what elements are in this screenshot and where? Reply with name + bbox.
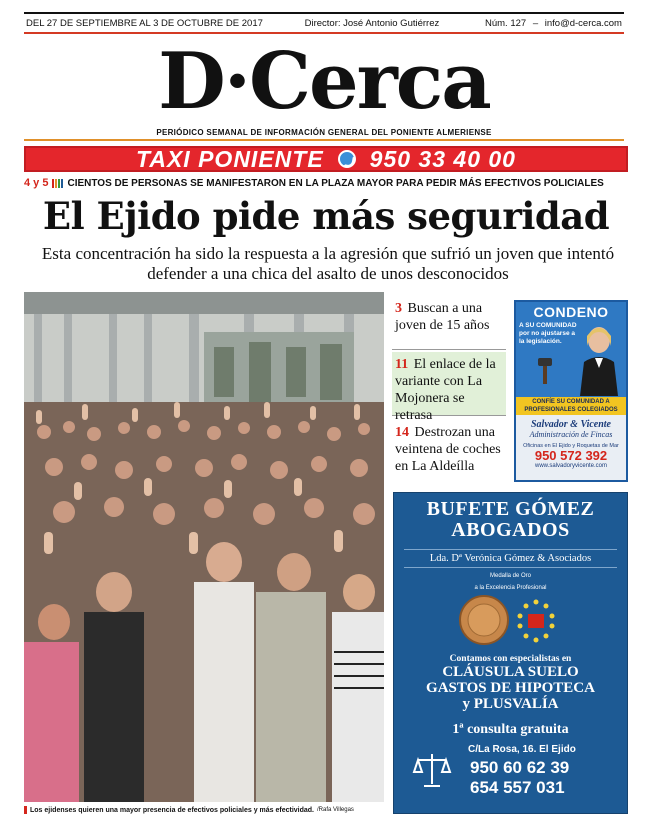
bufete-phone-1[interactable]: 950 60 62 39 [470,758,570,777]
teaser-text: Buscan a una joven de 15 años [395,301,490,333]
bufete-address: C/La Rosa, 16. El Ejido [468,744,576,755]
bufete-specialists: Contamos con especialistas en [449,654,572,664]
bufete-name-line2: ABOGADOS [451,519,570,541]
teaser-page: 14 [395,425,409,440]
teaser-page: 11 [395,357,409,372]
lead-subhead: Esta concentración ha sido la respuesta a la agresión que sufrió un joven que intentó defender a una chica del asalto de unos desconocidos [41,244,615,283]
section-bars-icon [52,179,63,188]
newspaper-logo[interactable]: D·Cerca [158,36,490,127]
condeno-title: CONDENO [533,304,609,320]
taxi-name: TAXI PONIENTE [136,145,324,172]
condeno-firm: Salvador & Vicente [531,419,611,430]
issue-dates: DEL 27 DE SEPTIEMBRE AL 3 DE OCTUBRE DE 2017 [26,17,263,29]
lead-headline[interactable]: El Ejido pide más seguridad [42,194,610,238]
free-consultation: 1ª consulta gratuita [452,722,569,737]
caption-marker [24,806,27,814]
service-clausula-suelo: CLÁUSULA SUELO [442,664,579,680]
condeno-ad-header [516,302,626,397]
contact-email[interactable]: info@d-cerca.com [544,17,622,29]
caption-text: Los ejidenses quieren una mayor presencia de efectivos policiales y más efectividad. [30,806,315,814]
taxi-phone: 950 33 40 00 [369,145,516,172]
teaser-text: El enlace de la variante con La Mojonera se retrasa [395,357,496,423]
teaser-item[interactable] [392,420,506,486]
service-plusvalia: y PLUSVALÍA [462,696,559,712]
condeno-yellow-band: CONFÍE SU COMUNIDAD A PROFESIONALES COLEGIADOS [516,397,626,415]
lead-photo[interactable] [24,292,384,802]
masthead-tagline: PERIÓDICO SEMANAL DE INFORMACIÓN GENERAL DEL PONIENTE ALMERIENSE [24,128,624,141]
issue-number: Núm. 127 [484,17,527,29]
bufete-partners: Lda. Dª Verónica Gómez & Asociados [404,549,617,568]
issue-info-bar [24,12,624,34]
condeno-phone[interactable]: 950 572 392 [534,448,608,463]
scales-of-justice-icon [412,750,452,790]
bufete-name-line1: BUFETE GÓMEZ [426,498,595,520]
bufete-contact [394,742,627,802]
lead-pages: 4 y 5 [24,177,49,189]
teaser-item[interactable] [392,352,506,423]
service-gastos-hipoteca: GASTOS DE HIPOTECA [426,680,595,696]
condeno-firm-type: Administración de Fincas [529,430,613,439]
issue-meta [481,18,622,29]
condeno-website[interactable]: www.salvadoryvicente.com [534,463,608,469]
lead-kicker [24,176,628,190]
crowd-photo-illustration [24,292,384,802]
teaser-item[interactable] [392,296,506,350]
bufete-phone-2[interactable]: 654 557 031 [470,778,565,797]
phone-icon [338,150,356,168]
medals-row [394,594,627,646]
medal-line1: Medalla de Oro [489,573,532,579]
condeno-ad[interactable] [514,300,628,482]
photo-credit: /Rafa Villegas [317,807,354,813]
taxi-banner-ad[interactable] [24,146,628,172]
issue-dash: – [532,17,539,29]
lead-kicker-text: CIENTOS DE PERSONAS SE MANIFESTARON EN LA PLAZA MAYOR PARA PEDIR MÁS EFECTIVOS POLICIALES [67,177,604,189]
bufete-gomez-ad[interactable] [393,492,628,814]
teaser-page: 3 [395,301,402,316]
masthead [24,36,624,130]
gold-medal-icon [394,594,627,646]
condeno-subtitle: A SU COMUNIDAD por no ajustarse a la legislación. [519,322,577,345]
photo-caption [24,806,384,814]
director-credit: Director: José Antonio Gutiérrez [304,17,440,29]
medal-line2: a la Excelencia Profesional [474,585,547,591]
gavel-hand-icon [534,354,556,388]
teaser-text: Destrozan una veintena de coches en La Aldeílla [395,425,501,474]
condeno-offices: Oficinas en El Ejido y Roquetas de Mar [523,443,619,449]
lawyer-portrait-icon [578,324,620,396]
